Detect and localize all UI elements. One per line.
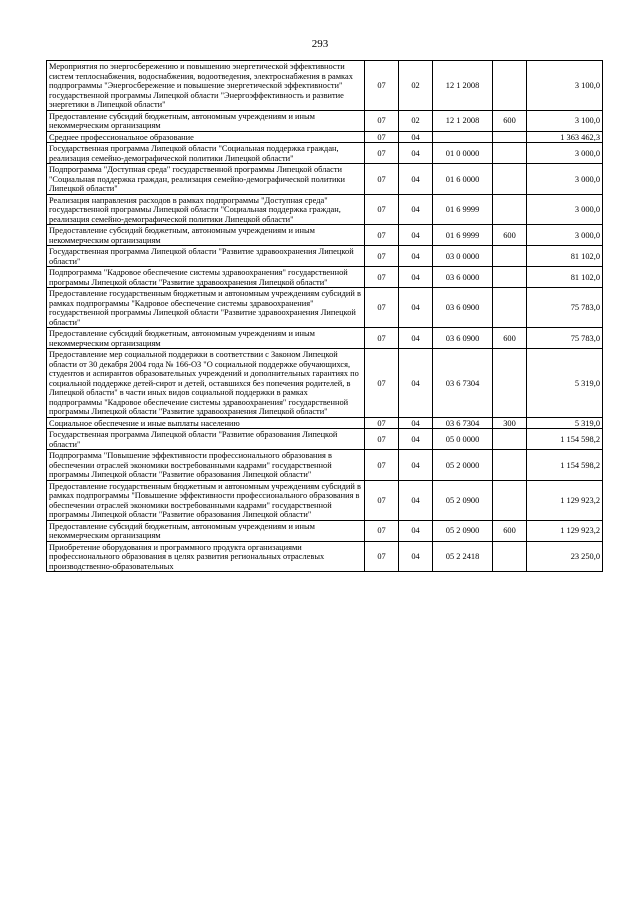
subsection-code-cell: 04 [399,450,433,481]
subsection-code-cell: 04 [399,267,433,288]
row-name-cell: Предоставление субсидий бюджетным, автономным учреждениям и иным некоммерческим организациям [47,520,365,541]
expense-type-cell [493,164,527,195]
amount-cell: 81 102,0 [527,246,603,267]
row-name-cell: Предоставление субсидий бюджетным, автономным учреждениям и иным некоммерческим организациям [47,225,365,246]
section-code-cell: 07 [365,288,399,328]
table-row [47,450,603,481]
table-row [47,194,603,225]
target-article-cell: 03 6 0900 [433,288,493,328]
expense-type-cell [493,288,527,328]
subsection-code-cell: 04 [399,194,433,225]
expense-type-cell: 300 [493,417,527,429]
expense-type-cell [493,61,527,111]
row-name-cell: Предоставление субсидий бюджетным, автономным учреждениям и иным некоммерческим организациям [47,110,365,131]
section-code-cell: 07 [365,164,399,195]
amount-cell: 3 000,0 [527,164,603,195]
table-row [47,349,603,418]
section-code-cell: 07 [365,480,399,520]
section-code-cell: 07 [365,131,399,143]
subsection-code-cell: 04 [399,328,433,349]
subsection-code-cell: 04 [399,131,433,143]
expense-type-cell [493,450,527,481]
row-name-cell: Подпрограмма "Доступная среда" государственной программы Липецкой области "Социальная поддержка граждан, реализация семейно-демографической политики Липецкой области" [47,164,365,195]
page-number: 293 [311,38,329,50]
section-code-cell: 07 [365,246,399,267]
row-name-cell: Подпрограмма "Кадровое обеспечение системы здравоохранения" государственной программы Липецкой области "Развитие здравоохранения Липецкой области" [47,267,365,288]
table-row [47,110,603,131]
budget-table [46,60,603,572]
subsection-code-cell: 04 [399,520,433,541]
target-article-cell: 01 6 9999 [433,225,493,246]
section-code-cell: 07 [365,194,399,225]
amount-cell: 1 154 598,2 [527,429,603,450]
expense-type-cell [493,541,527,572]
target-article-cell: 03 0 0000 [433,246,493,267]
subsection-code-cell: 04 [399,349,433,418]
expense-type-cell [493,429,527,450]
table-row [47,429,603,450]
subsection-code-cell: 02 [399,61,433,111]
amount-cell: 1 363 462,3 [527,131,603,143]
row-name-cell: Социальное обеспечение и иные выплаты населению [47,417,365,429]
subsection-code-cell: 04 [399,246,433,267]
amount-cell: 1 129 923,2 [527,480,603,520]
subsection-code-cell: 04 [399,225,433,246]
subsection-code-cell: 04 [399,480,433,520]
section-code-cell: 07 [365,328,399,349]
section-code-cell: 07 [365,143,399,164]
target-article-cell: 05 0 0000 [433,429,493,450]
section-code-cell: 07 [365,225,399,246]
expense-type-cell [493,194,527,225]
table-row [47,246,603,267]
amount-cell: 3 000,0 [527,194,603,225]
row-name-cell: Государственная программа Липецкой области "Развитие здравоохранения Липецкой области" [47,246,365,267]
target-article-cell: 01 6 9999 [433,194,493,225]
target-article-cell: 03 6 0900 [433,328,493,349]
amount-cell: 5 319,0 [527,417,603,429]
table-row [47,417,603,429]
expense-type-cell [493,349,527,418]
target-article-cell: 12 1 2008 [433,110,493,131]
subsection-code-cell: 04 [399,164,433,195]
section-code-cell: 07 [365,450,399,481]
subsection-code-cell: 04 [399,541,433,572]
section-code-cell: 07 [365,110,399,131]
amount-cell: 81 102,0 [527,267,603,288]
table-row [47,520,603,541]
target-article-cell: 03 6 7304 [433,349,493,418]
expense-type-cell: 600 [493,110,527,131]
table-row [47,143,603,164]
table-row [47,267,603,288]
target-article-cell: 03 6 0000 [433,267,493,288]
table-row [47,61,603,111]
section-code-cell: 07 [365,541,399,572]
amount-cell: 23 250,0 [527,541,603,572]
target-article-cell: 03 6 7304 [433,417,493,429]
section-code-cell: 07 [365,429,399,450]
row-name-cell: Приобретение оборудования и программного продукта организациями профессионального образования в целях развития региональных отраслевых производственно-образовательных [47,541,365,572]
subsection-code-cell: 04 [399,288,433,328]
table-row [47,225,603,246]
amount-cell: 75 783,0 [527,288,603,328]
target-article-cell: 05 2 0900 [433,480,493,520]
expense-type-cell: 600 [493,520,527,541]
expense-type-cell [493,267,527,288]
target-article-cell: 01 6 0000 [433,164,493,195]
row-name-cell: Государственная программа Липецкой области "Развитие образования Липецкой области" [47,429,365,450]
subsection-code-cell: 04 [399,143,433,164]
subsection-code-cell: 04 [399,417,433,429]
section-code-cell: 07 [365,417,399,429]
expense-type-cell [493,131,527,143]
expense-type-cell [493,246,527,267]
target-article-cell: 05 2 2418 [433,541,493,572]
amount-cell: 75 783,0 [527,328,603,349]
row-name-cell: Предоставление мер социальной поддержки в соответствии с Законом Липецкой области от 30 декабря 2004 года № 166-ОЗ "О социальной поддержке обучающихся, студентов и аспирантов образовательных учреждений и дополнительных гарантиях по социальной поддержке детей-сирот и детей, оставшихся без попечения родителей, в Липецкой области" в части иных видов социальной поддержки в рамках подпрограммы "Кадровое обеспечение системы здравоохранения" государственной программы Липецкой области "Развитие здравоохранения Липецкой области" [47,349,365,418]
row-name-cell: Среднее профессиональное образование [47,131,365,143]
table-row [47,480,603,520]
amount-cell: 3 000,0 [527,143,603,164]
row-name-cell: Реализация направления расходов в рамках подпрограммы "Доступная среда" государственной программы Липецкой области "Социальная поддержка граждан, реализация семейно-демографической политики Липецкой области" [47,194,365,225]
expense-type-cell [493,143,527,164]
amount-cell: 5 319,0 [527,349,603,418]
table-row [47,164,603,195]
table-row [47,541,603,572]
amount-cell: 3 100,0 [527,110,603,131]
expense-type-cell: 600 [493,225,527,246]
section-code-cell: 07 [365,61,399,111]
amount-cell: 3 000,0 [527,225,603,246]
expense-type-cell [493,480,527,520]
section-code-cell: 07 [365,267,399,288]
table-row [47,328,603,349]
amount-cell: 1 129 923,2 [527,520,603,541]
table-row [47,288,603,328]
row-name-cell: Мероприятия по энергосбережению и повышению энергетической эффективности систем теплоснабжения, водоснабжения, водоотведения, электроснабжения в рамках подпрограммы "Энергосбережение и повышение энергетической эффективности" государственной программы Липецкой области "Энергоэффективность и развитие энергетики в Липецкой области" [47,61,365,111]
target-article-cell [433,131,493,143]
subsection-code-cell: 02 [399,110,433,131]
subsection-code-cell: 04 [399,429,433,450]
row-name-cell: Предоставление государственным бюджетным и автономным учреждениям субсидий в рамках подпрограммы "Повышение эффективности профессионального образования в обеспечении отраслей экономики востребованными кадрами" государственной программы Липецкой области "Развитие образования Липецкой области" [47,480,365,520]
amount-cell: 3 100,0 [527,61,603,111]
target-article-cell: 01 0 0000 [433,143,493,164]
target-article-cell: 05 2 0900 [433,520,493,541]
row-name-cell: Государственная программа Липецкой области "Социальная поддержка граждан, реализация семейно-демографической политики Липецкой области" [47,143,365,164]
expense-type-cell: 600 [493,328,527,349]
row-name-cell: Предоставление государственным бюджетным и автономным учреждениям субсидий в рамках подпрограммы "Кадровое обеспечение системы здравоохранения" государственной программы Липецкой области "Развитие здравоохранения Липецкой области" [47,288,365,328]
target-article-cell: 12 1 2008 [433,61,493,111]
row-name-cell: Предоставление субсидий бюджетным, автономным учреждениям и иным некоммерческим организациям [47,328,365,349]
section-code-cell: 07 [365,349,399,418]
budget-table-body [47,61,603,572]
section-code-cell: 07 [365,520,399,541]
row-name-cell: Подпрограмма "Повышение эффективности профессионального образования в обеспечении отраслей экономики востребованными кадрами" государственной программы Липецкой области "Развитие образования Липецкой области" [47,450,365,481]
table-row [47,131,603,143]
amount-cell: 1 154 598,2 [527,450,603,481]
target-article-cell: 05 2 0000 [433,450,493,481]
